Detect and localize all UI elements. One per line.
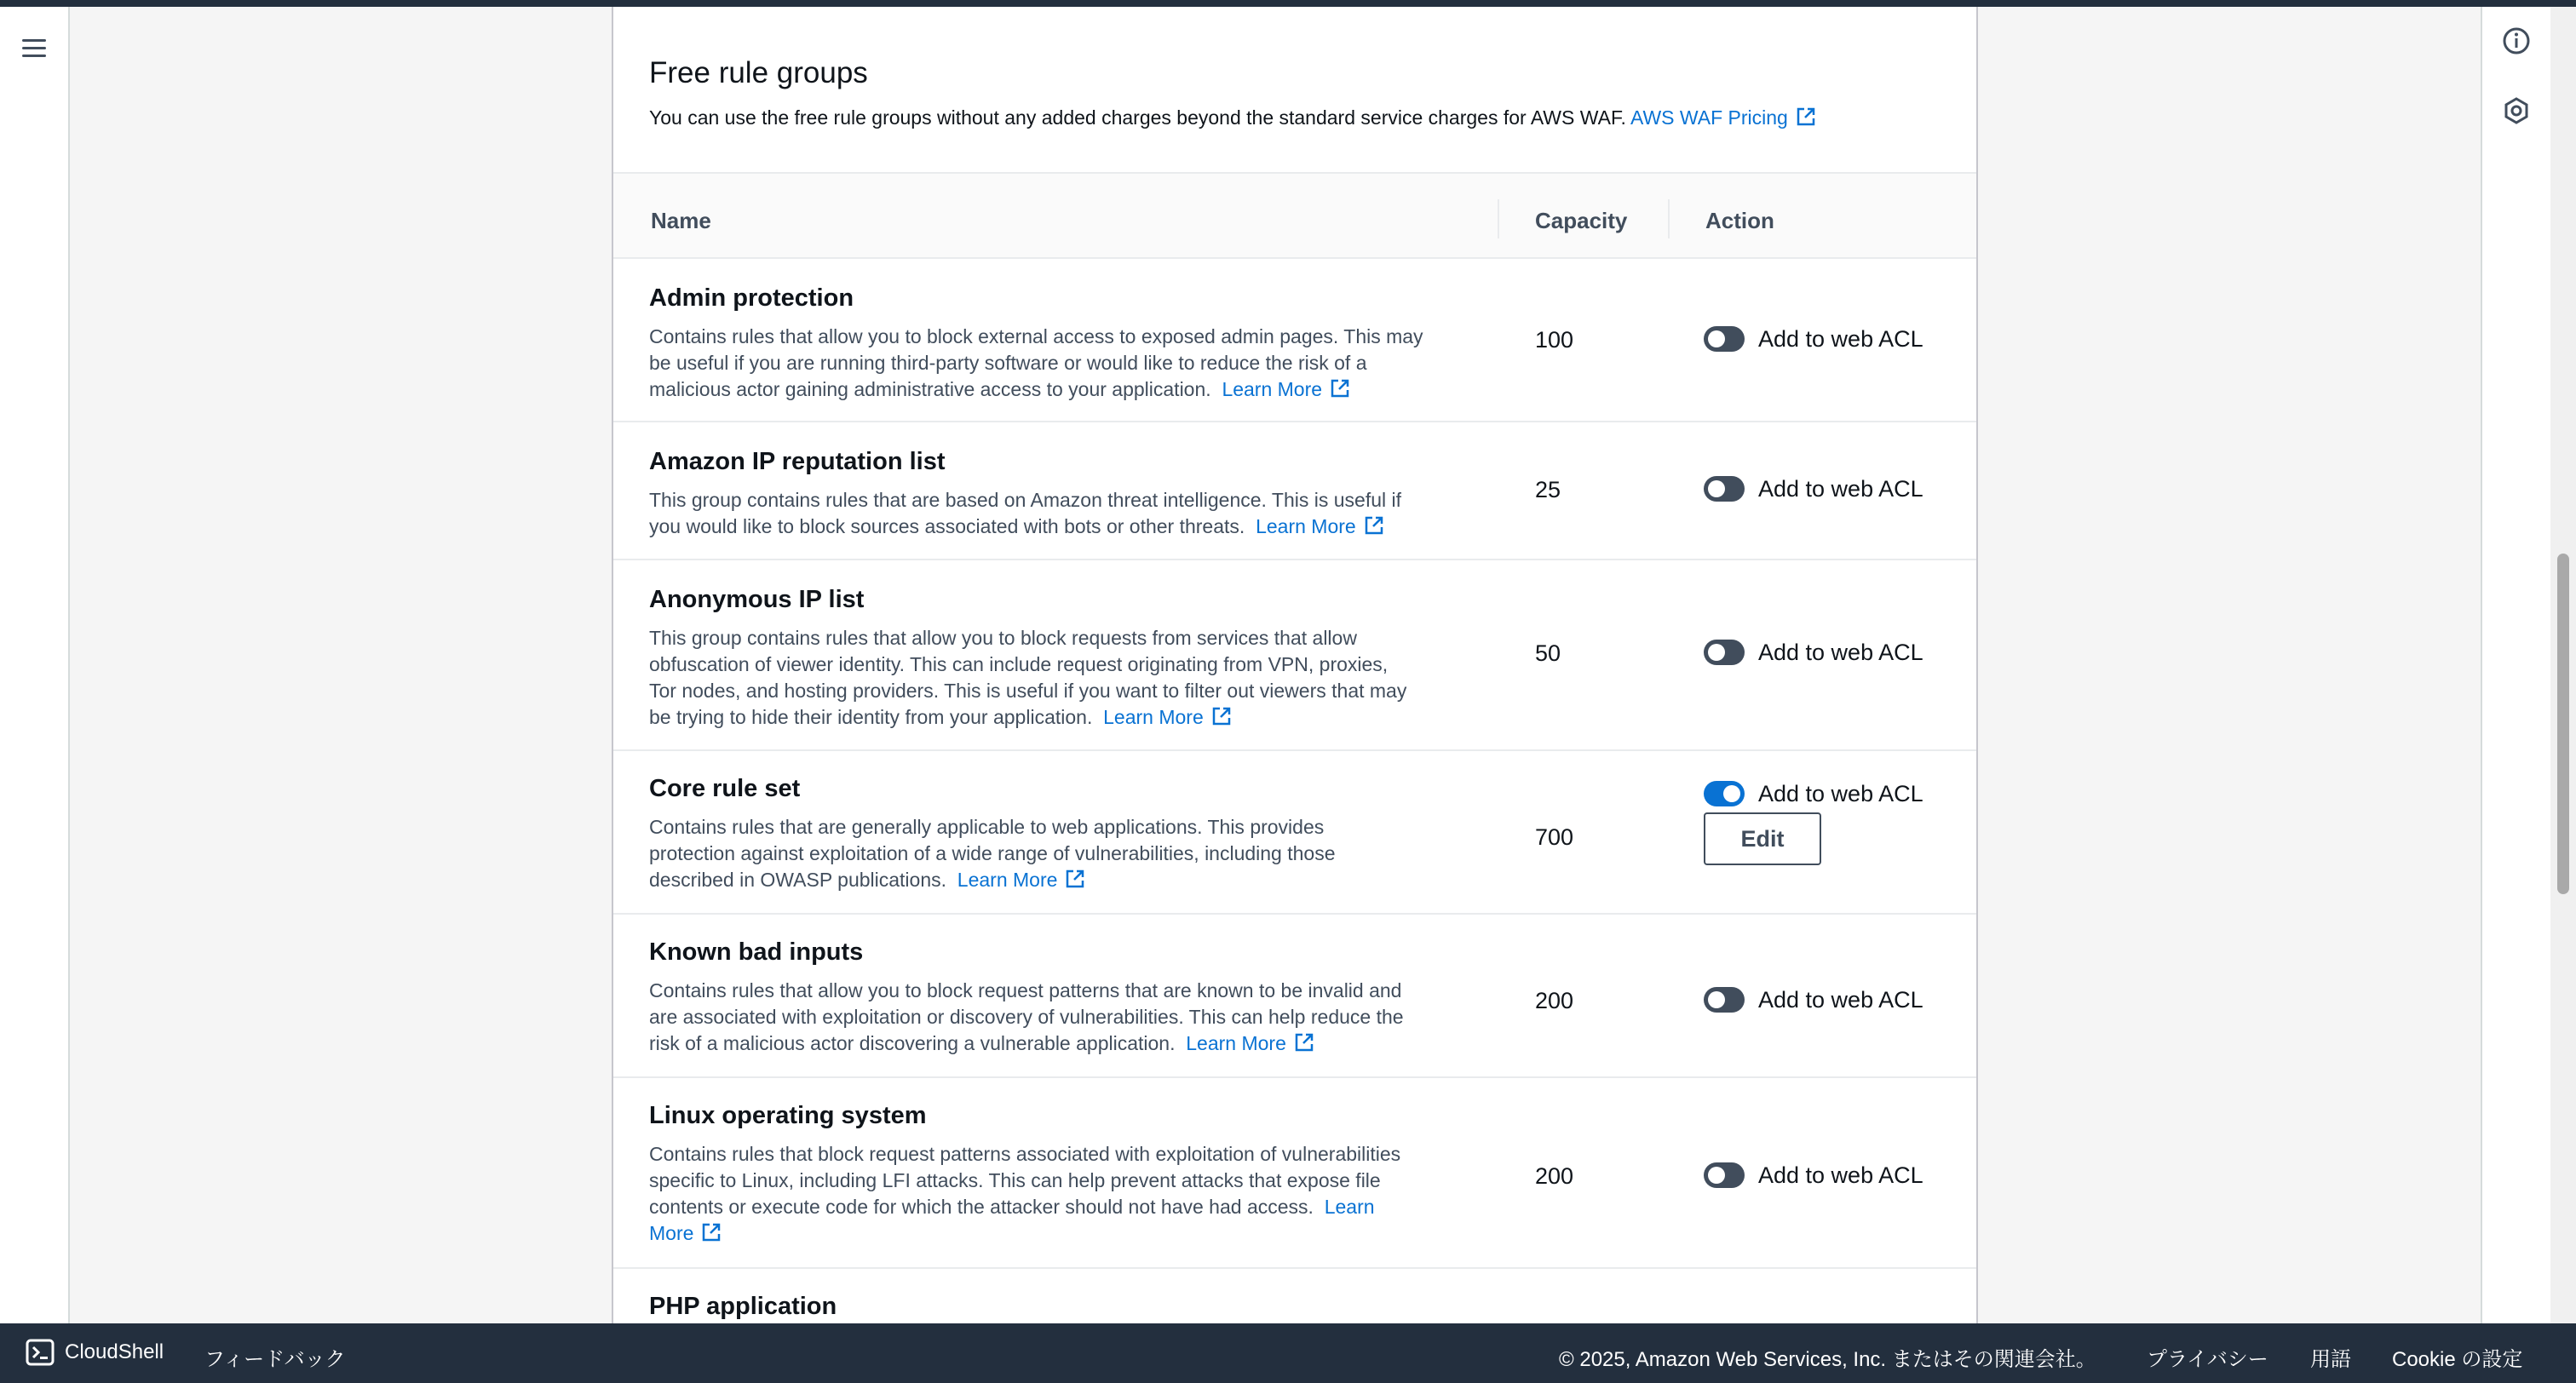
learn-more-label: Learn More xyxy=(1103,706,1204,728)
toggle-label: Add to web ACL xyxy=(1758,639,1923,665)
aws-waf-pricing-link[interactable] xyxy=(1630,106,1817,129)
learn-more-label: Learn More xyxy=(1186,1032,1286,1054)
edit-button[interactable]: Edit xyxy=(1704,812,1821,865)
description-line xyxy=(649,1030,1467,1057)
column-divider[interactable] xyxy=(1498,199,1499,238)
description-line xyxy=(649,376,1467,403)
copyright-text: © 2025, Amazon Web Services, Inc. またはその関連会社。 xyxy=(1559,1348,2096,1371)
description-line: Contains rules that allow you to block external access to exposed admin pages. This may xyxy=(649,325,1423,347)
description-line: Contains rules that allow you to block request patterns that are known to be invalid and xyxy=(649,979,1402,1001)
page-scrollbar-thumb[interactable] xyxy=(2557,554,2569,894)
table-header-row xyxy=(613,172,1976,259)
column-header-name[interactable]: Name xyxy=(651,208,711,233)
panel-description xyxy=(649,106,1817,129)
capacity-value: 200 xyxy=(1535,1163,1574,1189)
toggle-label: Add to web ACL xyxy=(1758,780,1923,806)
rule-group-description xyxy=(649,487,1467,540)
rule-group-name: PHP application xyxy=(649,1293,837,1320)
toggle-switch[interactable] xyxy=(1704,476,1745,502)
learn-more-link[interactable] xyxy=(957,869,1087,891)
description-line: protection against exploitation of a wide range of vulnerabilities, including those xyxy=(649,842,1336,864)
description-line-text: you would like to block sources associated with bots or other threats. xyxy=(649,515,1245,537)
rule-group-description xyxy=(649,814,1467,893)
learn-more-link[interactable] xyxy=(1103,706,1233,728)
description-line xyxy=(649,514,1467,540)
capacity-value: 200 xyxy=(1535,988,1574,1013)
hexagon-icon[interactable] xyxy=(2501,95,2532,126)
external-link-icon xyxy=(1363,514,1385,537)
external-link-icon xyxy=(700,1221,722,1243)
cloudshell-button[interactable] xyxy=(26,1338,164,1367)
panel-title: Free rule groups xyxy=(649,56,868,89)
description-line xyxy=(649,704,1467,731)
capacity-value: 100 xyxy=(1535,327,1574,353)
learn-more-label: Learn More xyxy=(1222,378,1323,400)
table-row xyxy=(613,915,1976,1078)
capacity-value: 25 xyxy=(1535,477,1561,502)
column-header-capacity[interactable]: Capacity xyxy=(1535,208,1628,233)
description-line xyxy=(649,867,1467,893)
external-link-icon xyxy=(1293,1031,1315,1053)
description-line: be useful if you are running third-party software or would like to reduce the risk of a xyxy=(649,352,1367,374)
learn-more-link-end[interactable] xyxy=(649,1222,722,1244)
left-navigation-rail xyxy=(0,7,70,1323)
toggle-label: Add to web ACL xyxy=(1758,325,1923,352)
capacity-value: 700 xyxy=(1535,824,1574,850)
table-row xyxy=(613,1269,1976,1323)
column-divider[interactable] xyxy=(1668,199,1670,238)
learn-more-link[interactable] xyxy=(1256,515,1385,537)
learn-more-label: Learn More xyxy=(1256,515,1356,537)
rule-group-description xyxy=(649,1141,1467,1247)
privacy-link[interactable]: プライバシー xyxy=(2147,1348,2268,1371)
toggle-switch[interactable] xyxy=(1704,326,1745,352)
add-to-web-acl-toggle[interactable] xyxy=(1704,473,1923,504)
rule-group-name: Anonymous IP list xyxy=(649,586,865,613)
toggle-switch[interactable] xyxy=(1704,781,1745,806)
external-link-icon xyxy=(1329,377,1351,399)
cloudshell-label: CloudShell xyxy=(65,1340,164,1363)
right-tools-rail xyxy=(2481,7,2552,1323)
rule-group-name: Known bad inputs xyxy=(649,938,864,966)
external-link-icon xyxy=(1064,868,1086,890)
learn-more-link-start[interactable]: Learn xyxy=(1324,1196,1375,1218)
description-line: This group contains rules that are based on Amazon threat intelligence. This is useful if xyxy=(649,489,1402,511)
toggle-switch[interactable] xyxy=(1704,1162,1745,1188)
rule-group-description xyxy=(649,625,1467,731)
cloudshell-icon xyxy=(26,1338,55,1367)
table-row xyxy=(613,422,1976,560)
capacity-value: 50 xyxy=(1535,640,1561,666)
learn-more-label: Learn More xyxy=(957,869,1058,891)
table-row xyxy=(613,1078,1976,1269)
free-rule-groups-panel xyxy=(612,7,1978,1323)
cookie-settings-link[interactable]: Cookie の設定 xyxy=(2392,1348,2523,1371)
toggle-switch[interactable] xyxy=(1704,640,1745,665)
description-line: are associated with exploitation or discovery of vulnerabilities. This can help reduce the xyxy=(649,1006,1404,1028)
description-line-text: risk of a malicious actor discovering a vulnerable application. xyxy=(649,1032,1176,1054)
panel-header xyxy=(613,7,1976,172)
description-line: This group contains rules that allow you to block requests from services that allow xyxy=(649,627,1357,649)
info-icon[interactable] xyxy=(2501,26,2532,56)
description-line-text: contents or execute code for which the attacker should not have had access. xyxy=(649,1196,1314,1218)
toggle-label: Add to web ACL xyxy=(1758,475,1923,502)
rule-group-name: Admin protection xyxy=(649,284,854,312)
add-to-web-acl-toggle[interactable] xyxy=(1704,984,1923,1015)
description-line xyxy=(649,1220,1467,1247)
console-footer xyxy=(0,1323,2576,1383)
terms-link[interactable]: 用語 xyxy=(2310,1348,2351,1371)
description-line xyxy=(649,1194,1467,1220)
learn-more-link[interactable] xyxy=(1186,1032,1315,1054)
description-line-text: be trying to hide their identity from your application. xyxy=(649,706,1093,728)
feedback-link[interactable]: フィードバック xyxy=(204,1348,346,1371)
description-line-text: described in OWASP publications. xyxy=(649,869,947,891)
toggle-label: Add to web ACL xyxy=(1758,1162,1923,1188)
description-line-text: malicious actor gaining administrative access to your application. xyxy=(649,378,1211,400)
toggle-switch[interactable] xyxy=(1704,987,1745,1013)
add-to-web-acl-toggle[interactable] xyxy=(1704,637,1923,668)
rule-group-name: Linux operating system xyxy=(649,1102,927,1129)
table-row xyxy=(613,257,1976,422)
column-header-action[interactable]: Action xyxy=(1705,208,1774,233)
description-line: Tor nodes, and hosting providers. This is useful if you want to filter out viewers that may xyxy=(649,680,1407,702)
add-to-web-acl-toggle[interactable] xyxy=(1704,778,1923,809)
description-line: specific to Linux, including LFI attacks. This can help prevent attacks that expose file xyxy=(649,1169,1381,1191)
table-row xyxy=(613,751,1976,915)
description-line: obfuscation of viewer identity. This can include request originating from VPN, proxies, xyxy=(649,653,1389,675)
toggle-label: Add to web ACL xyxy=(1758,986,1923,1013)
external-link-icon xyxy=(1210,705,1233,727)
rule-group-name: Core rule set xyxy=(649,775,801,802)
add-to-web-acl-toggle[interactable] xyxy=(1704,1160,1923,1191)
aws-waf-pricing-link-label: AWS WAF Pricing xyxy=(1630,106,1788,129)
description-line: Contains rules that are generally applicable to web applications. This provides xyxy=(649,816,1325,838)
rule-group-description xyxy=(649,324,1467,403)
table-row xyxy=(613,560,1976,751)
add-to-web-acl-toggle[interactable] xyxy=(1704,324,1923,354)
rule-group-name: Amazon IP reputation list xyxy=(649,448,946,475)
panel-description-text: You can use the free rule groups without any added charges beyond the standard service charges for AWS WAF. xyxy=(649,106,1626,129)
learn-more-label: More xyxy=(649,1222,694,1244)
hamburger-menu-icon[interactable] xyxy=(19,32,49,63)
rule-group-description xyxy=(649,978,1467,1057)
description-line: Contains rules that block request patterns associated with exploitation of vulnerabilities xyxy=(649,1143,1401,1165)
top-navigation-bar xyxy=(0,0,2576,7)
learn-more-link[interactable] xyxy=(1222,378,1351,400)
external-link-icon xyxy=(1795,106,1817,128)
